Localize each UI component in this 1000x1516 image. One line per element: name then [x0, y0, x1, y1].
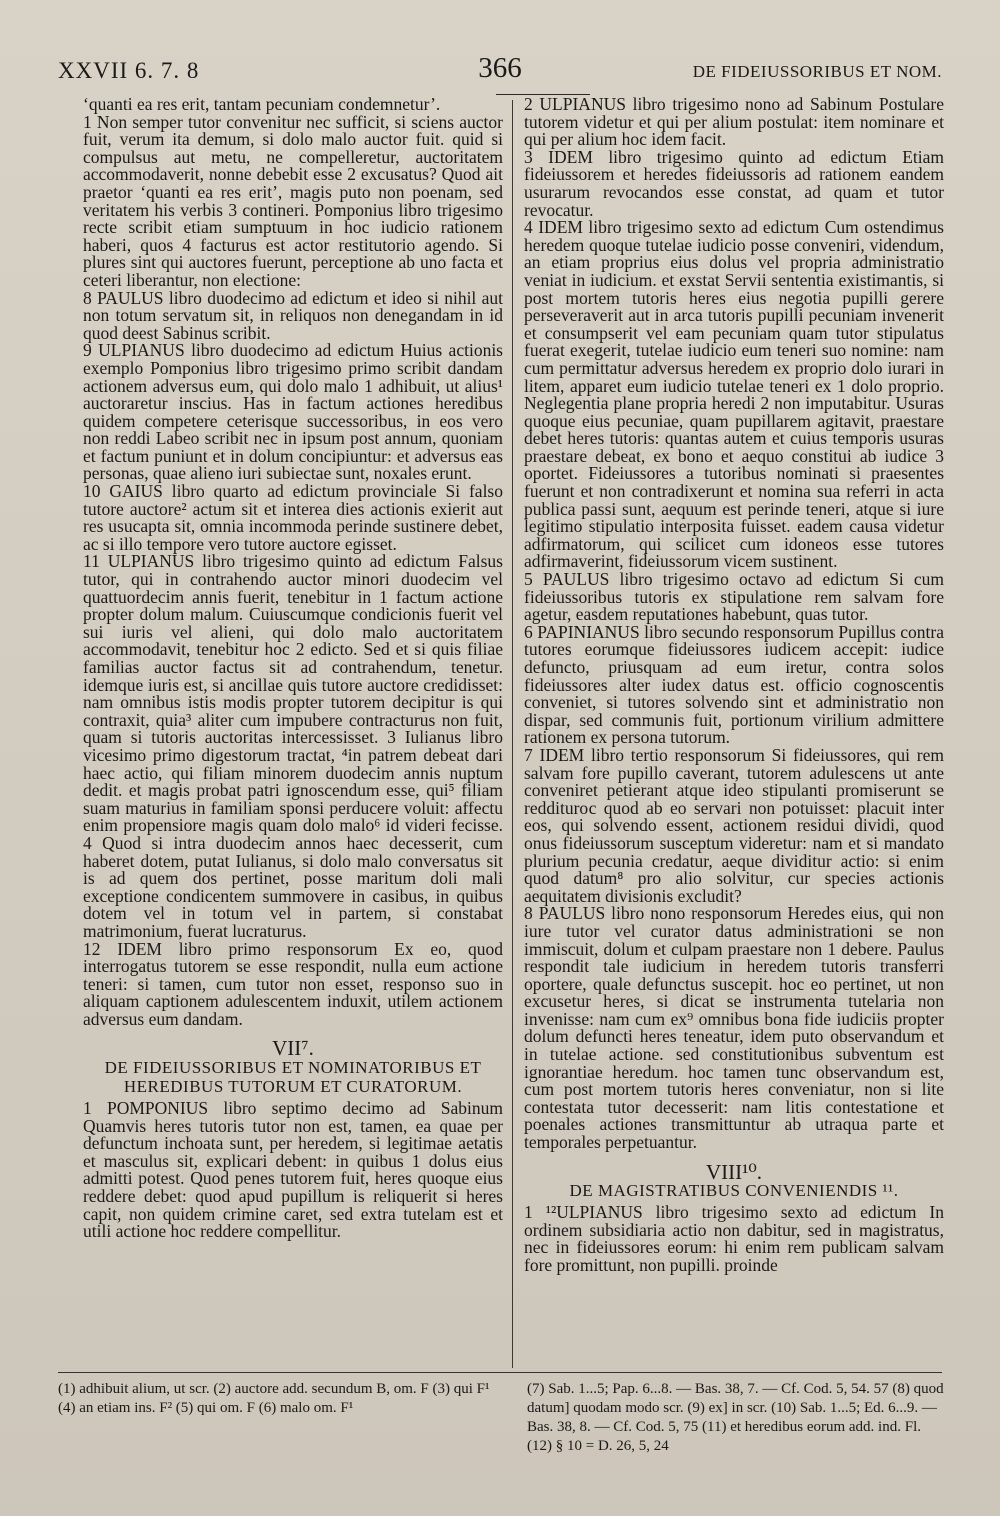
page-header	[58, 52, 942, 92]
paragraph: 11 ULPIANUS libro trigesimo quinto ad edictum Falsus tutor, qui in contrahendo auctor minori duodecim vel quattuordecim annis fuerit, tenebitur in 1 factum actione propter dolum malum. Cuiuscumque condicionis fuerit vel sui iuris vel alieni, qui dolo malo auctoritatem accommodavit, tenebitur hoc 2 edicto. Sed et si quis filiae familias auctor factus sit ad contrahendum, tenetur. idemque iuris est, si ancillae quis tutore auctore credidisset: nam omnibus istis modis propter tutorem decipitur is qui contraxit, quia³ aliter cum impubere contracturus non fuit, quam si tutoris auctoritas intercessisset. 3 Iulianus libro vicesimo primo digestorum tractat, ⁴in patrem debeat dari haec actio, qui filiam minorem duodecim annis nuptum dedit. et magis probat patri ignoscendum esse, qui⁵ filiam suam maturius in familiam sponsi perducere voluit: affectu enim propensiore magis quam dolo malo⁶ id videri fecisse. 4 Quod si intra duodecim annos haec decesserit, cum haberet dotem, putat Iulianus, si dolo malo conversatus sit is ad quem dos pertinet, posse maritum doli mali exceptione condicentem summovere in casibus, in quibus dotem vel in totum vel in partem, si constabat matrimonium, fuerat lucraturus.	[83, 551, 503, 941]
paragraph: 5 PAULUS libro trigesimo octavo ad edictum Si cum fideiussoribus tutoris ex stipulatione rem salvam fore agetur, easdem reputationes habebunt, quas tutor.	[524, 569, 944, 625]
right-column	[524, 96, 944, 1368]
paragraph: 4 IDEM libro trigesimo sexto ad edictum Cum ostendimus heredem quoque tutelae iudicio posse conveniri, videndum, an etiam proprius eius dolus vel propria administratio veniat in iudicium. et exstat Servii sententia existimantis, si post mortem tutoris heres eius negotia pupilli gerere perseveraverit aut in arca tutoris pupilli pecuniam invenerit et consumpserit vel eam pecuniam quam tutor stipulatus fuerat exegerit, tutelae iudicio eum teneri suo nomine: nam cum permittatur adversus heredem ex proprio dolo iurari in litem, apparet eum iudicio tutelae teneri ex 1 dolo proprio. Neglegentia plane propria heredi 2 non imputabitur. Usuras quoque eius pecuniae, quam pupillarem agitavit, praestare debet heres tutoris: quantas autem et cuius temporis usuras praestare debeat, ex bono et aequo constitui ab iudice 3 oportet. Fideiussores a tutoribus nominati si praesentes fuerunt et non contradixerunt et nomina sua referri in acta publica passi sunt, aequum est perinde teneri, atque si iure legitimo stipulatio interposita fuisset. eadem causa videtur adfirmatorum, qui scilicet cum idoneos esse tutores adfirmaverint, fideiussorum vicem sustinent.	[524, 217, 944, 572]
section-heading	[83, 1036, 503, 1097]
footnotes-right: (7) Sab. 1...5; Pap. 6...8. — Bas. 38, 7. — Cf. Cod. 5, 54. 57 (8) quod datum] quodam modo scr. (9) ex] in scr. (10) Sab. 1...5; Ed. 6...9. — Bas. 38, 8. — Cf. Cod. 5, 75 (11) et heredibus eorum add. ind. Fl. (12) § 10 = D. 26, 5, 24	[527, 1381, 944, 1454]
paragraph: ‘quanti ea res erit, tantam pecuniam condemnetur’.	[83, 96, 441, 114]
paragraph: 10 GAIUS libro quarto ad edictum provinciale Si falso tutore auctore² actum sit et interea dies actionis exierit aut res usucapta sit, omnia incommoda perinde sustinere debet, ac si illo tempore vero tutore auctore egisset.	[83, 481, 503, 554]
footnote-rule	[58, 1372, 942, 1373]
paragraph: 1 ¹²ULPIANUS libro trigesimo sexto ad edictum In ordinem subsidiaria actio non dabitur, sed in magistratus, nec in fideiussores eorum: hi enim rem publicam salvam fore promittunt, non pupilli. proinde	[524, 1202, 944, 1275]
paragraph: 1 Non semper tutor convenitur nec sufficit, si sciens auctor fuit, verum ita demum, si dolo malo auctor fuit. quid si compulsus aut metu, ne compelleretur, auctoritatem accommodaverit, nonne debebit esse 2 excusatus? Quod ait praetor ‘quanti ea res erit’, magis puto non poenam, sed veritatem his verbis 3 contineri. Pomponius libro trigesimo recte scribit etiam sumptuum in hoc iudicio rationem haberi, quos 4 facturus est actor restitutorio agendo. Si plures sint qui auctores fuerunt, perceptione ab uno facta et ceteri liberantur, non electione:	[83, 111, 503, 290]
section-number: VII⁷.	[272, 1036, 314, 1061]
paragraph: 7 IDEM libro tertio responsorum Si fideiussores, qui rem salvam fore pupillo caverant, tutorem adulescens ut ante conveniret petierant atque ideo stipulanti promiserunt se redditurос quod ab eo servari non potuisset: placuit inter eos, qui solvendo essent, actionem residui dividi, quod onus fideiussorum susceptum videretur: nam et si mandato plurium pecunia credatur, aeque dividitur actio: si enim quod datum⁸ pro alio solvitur, cur species actionis aequitatem divisionis excludit?	[524, 744, 944, 906]
column-divider	[512, 100, 513, 1368]
paragraph: 9 ULPIANUS libro duodecimo ad edictum Huius actionis exemplo Pomponius libro trigesimo primo scribit dandam actionem adversus eum, qui dolo malo 1 adhibuit, ut alius¹ auctoraretur inscius. Has in factum actiones heredibus quidem competere ceterisque successoribus, in eos vero non reddi Labeo scribit nec in ipsum post annum, quoniam et factum puniunt et in dolum concipiuntur: et adversus eas personas, quae alieno iuri subiectae sunt, noxales erunt.	[83, 340, 503, 484]
paragraph: 2 ULPIANUS libro trigesimo nono ad Sabinum Postulare tutorem videtur et qui per alium postulat: item nominare et qui per alium hoc idem facit.	[524, 96, 944, 150]
header-title: DE FIDEIUSSORIBUS ET NOM.	[692, 62, 942, 81]
page-number: 366	[478, 52, 522, 84]
paragraph: 8 PAULUS libro nono responsorum Heredes eius, qui non iure tutor vel curator datus administrationi se non immiscuit, dolum et culpam praestare non 1 debere. Paulus respondit tale iudicium in heredem tutoris transferri oportere, quale defunctus suscepit. hoc eo pertinet, ut non excusetur heres, si dicat se instrumenta tutelaria non invenisse: nam cum ex⁹ omnibus bona fide iudiciis propter dolum defuncti heres teneatur, idem puto observandum et in tutelae actione. sed constitutionibus subventum est ignorantiae heredum. hoc tamen tunc observandum est, cum post mortem tutoris heres conveniatur, non si lite contestata tutor decesserit: nam litis contestatione et poenales actiones transmittuntur ab utraqua parte et temporales perpetuantur.	[524, 903, 944, 1153]
paragraph: 1 POMPONIUS libro septimo decimo ad Sabinum Quamvis heres tutoris tutor non est, tamen, ea quae per defunctum inchoata sunt, per heredem, si legitimae aetatis et masculus sit, explicari debent: in quibus 1 dolus eius admitti potest. Quod penes tutorem fuit, heres quoque eius reddere debet: quod apud pupillum is reliquerit si heres capit, non quidem crimine caret, sed extra tutelam est et utili actione hoc reddere compellitur.	[83, 1098, 503, 1242]
section-heading	[524, 1159, 944, 1201]
paragraph: 8 PAULUS libro duodecimo ad edictum et ideo si nihil aut non totum servatum sit, in reliquos non denegandam in id quod deest Sabinus scribit.	[83, 287, 503, 343]
paragraph: 3 IDEM libro trigesimo quinto ad edictum Etiam fideiussorem et heredes fideiussoris ad rationem eandem usurarum revocandos esse constat, ad quam et tutor revocatur.	[524, 146, 944, 220]
header-reference: XXVII 6. 7. 8	[58, 58, 200, 83]
section-title: DE MAGISTRATIBUS CONVENIENDIS ¹¹.	[569, 1181, 899, 1201]
section-number: VIII¹⁰.	[705, 1159, 763, 1184]
section-title: DE FIDEIUSSORIBUS ET NOMINATORIBUS ET HEREDIBUS TUTORUM ET CURATORUM.	[104, 1058, 482, 1097]
footnotes-left: (1) adhibuit alium, ut scr. (2) auctore add. secundum B, om. F (3) qui F¹ (4) an etiam ins. F² (5) qui om. F (6) malo om. F¹	[58, 1381, 490, 1416]
paragraph: 12 IDEM libro primo responsorum Ex eo, quod interrogatus tutorem se esse respondit, nulla eum actione teneri: si tamen, cum tutor non esset, responso suo in aliquam captionem adulescentem induxit, utilem actionem adversus eum dandam.	[83, 938, 503, 1029]
header-rule	[496, 94, 590, 95]
left-column	[83, 96, 503, 1360]
paragraph: 6 PAPINIANUS libro secundo responsorum Pupillus contra tutores eorumque fideiussores iudicem accepit: iudice defuncto, priusquam ad eum iretur, contra solos fideiussores alter iudex datus est. officio cognoscentis conveniet, si tutores solvendo sint et administratio non dispar, sed communis fuit, portionum virilium admittere rationem ex persona tutorum.	[524, 621, 944, 748]
